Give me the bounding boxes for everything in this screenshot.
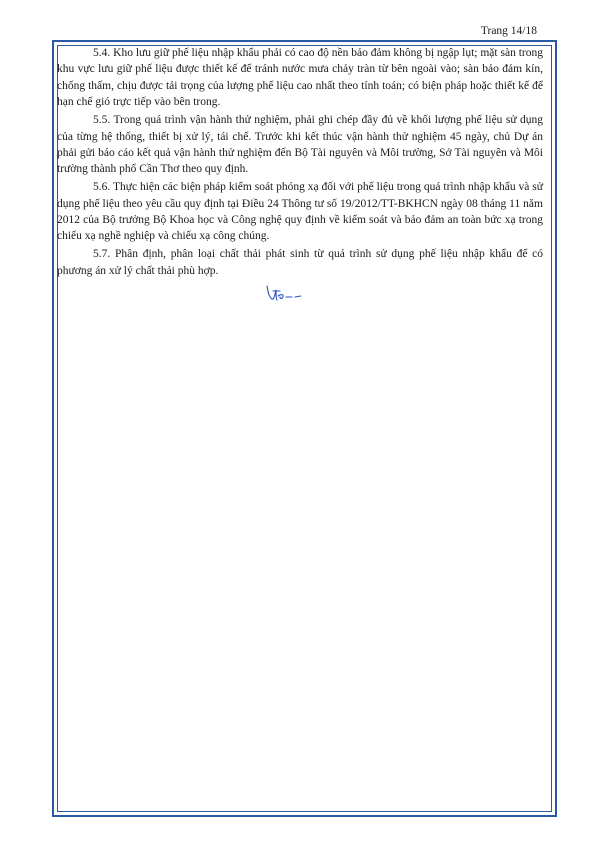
paragraph-5-4: 5.4. Kho lưu giữ phế liệu nhập khẩu phải có cao độ nền bảo đảm không bị ngập lụt; mặt sàn trong khu vực lưu giữ phế liệu được thiết kế để tránh nước mưa chảy tràn từ bên ngoài vào; sàn bảo đảm kín, chống thấm, chịu được tải trọng của lượng phế liệu cao nhất theo tính toán; có biện pháp hoặc thiết kế để hạn chế gió trực tiếp vào bên trong. <box>57 47 543 109</box>
paragraph-5-6: 5.6. Thực hiện các biện pháp kiểm soát phóng xạ đối với phế liệu trong quá trình nhập khẩu và sử dụng phế liệu theo yêu cầu quy định tại Điều 24 Thông tư số 19/2012/TT-BKHCN ngày 08 tháng 11 năm 2012 của Bộ trưởng Bộ Khoa học và Công nghệ quy định về kiểm soát và bảo đảm an toàn bức xạ trong chiếu xạ nghề nghiệp và chiếu xạ công chúng. <box>57 181 543 243</box>
initials-signature <box>264 282 304 304</box>
paragraph-5-5: 5.5. Trong quá trình vận hành thử nghiệm, phải ghi chép đầy đủ về khối lượng phế liệu sử dụng của từng hệ thống, thiết bị xử lý, tái chế. Trước khi kết thúc vận hành thử nghiệm 45 ngày, chủ Dự án phải gửi báo cáo kết quả vận hành thử nghiệm đến Bộ Tài nguyên và Môi trường, Sở Tài nguyên và Môi trường thành phố Cần Thơ theo quy định. <box>57 114 543 176</box>
paragraph-5-7: 5.7. Phân định, phân loại chất thải phát sinh từ quá trình sử dụng phế liệu nhập khẩu để có phương án xử lý chất thải phù hợp. <box>57 248 543 277</box>
page-number: Trang 14/18 <box>480 25 537 37</box>
document-body <box>57 45 543 281</box>
